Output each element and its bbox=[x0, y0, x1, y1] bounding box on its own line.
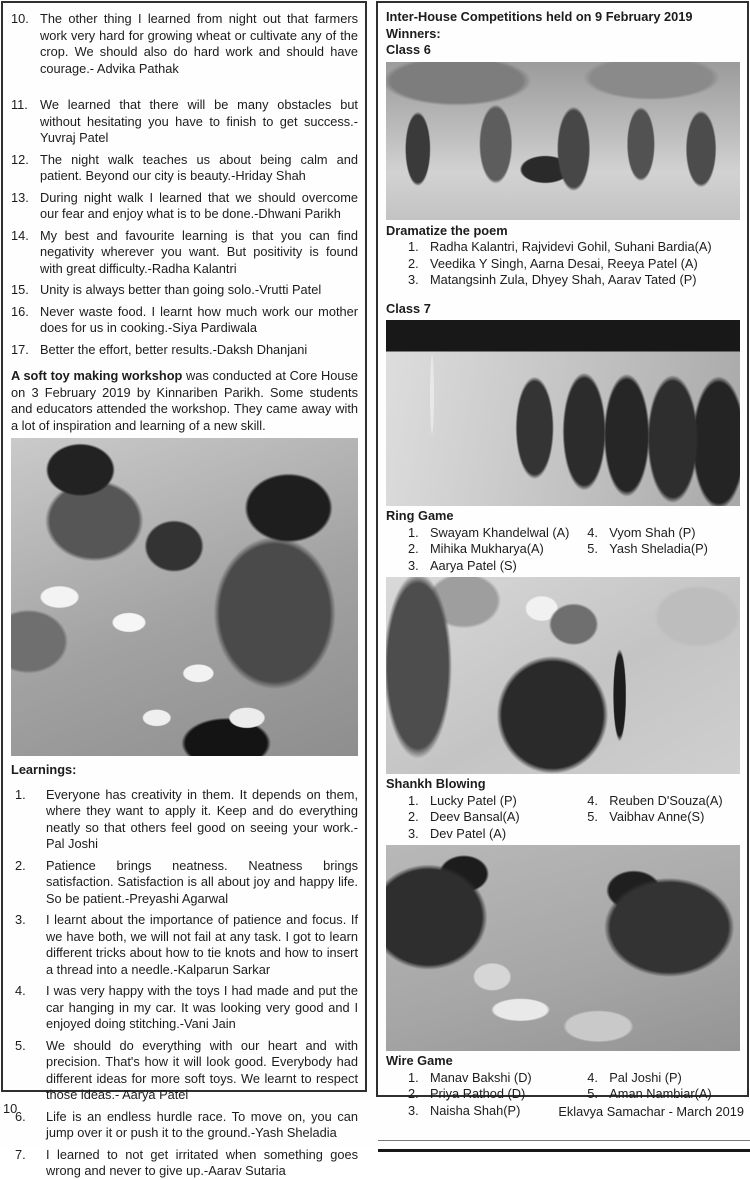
shankh-blowing-heading: Shankh Blowing bbox=[386, 776, 486, 791]
winner-number: 4. bbox=[587, 792, 598, 808]
item-number: 14. bbox=[11, 227, 29, 243]
class7-label: Class 7 bbox=[386, 300, 431, 316]
winner-number: 5. bbox=[587, 1086, 598, 1101]
item-text: Never waste food. I learnt how much work our mother does for us in cooking.-Siya Pardiwala bbox=[40, 303, 358, 335]
item-text: The other thing I learned from night out that farmers work very hard for growing wheat or cultivate any of the crop. We should also do hard work and should have courage.- Advika Pathak bbox=[40, 11, 358, 76]
item-number: 4. bbox=[15, 983, 26, 998]
wire-game-photo bbox=[386, 845, 740, 1051]
workshop-paragraph bbox=[11, 368, 358, 434]
item-number: 6. bbox=[15, 1108, 26, 1124]
winner-name: Swayam Khandelwal (A) bbox=[430, 524, 570, 540]
learning-item bbox=[11, 1147, 358, 1180]
winner-name: Reuben D'Souza(A) bbox=[609, 792, 723, 808]
soft-toy-workshop-photo bbox=[11, 438, 358, 756]
winner-name: Manav Bakshi (D) bbox=[430, 1069, 532, 1085]
item-text: I was very happy with the toys I had made and put the car hanging in my car. It was looking very good and I enjoyed doing stitching.-Vani Jain bbox=[46, 983, 358, 1031]
learning-item bbox=[11, 1038, 358, 1104]
winner-name: Vaibhav Anne(S) bbox=[609, 809, 705, 824]
winner-name: Lucky Patel (P) bbox=[430, 792, 517, 808]
item-text: During night walk I learned that we should overcome our fear and enjoy what is to be done.-Dhwani Parikh bbox=[40, 189, 358, 221]
winner-row bbox=[408, 541, 587, 558]
night-learning-item bbox=[11, 342, 358, 359]
learning-item bbox=[11, 1109, 358, 1142]
winner-row bbox=[587, 1086, 740, 1103]
item-text: We should do everything with our heart and with precision. That's how it will look good. Everybody had different ideas for more soft toys. We learnt to respect those ideas.- Aarya Patel bbox=[46, 1037, 358, 1102]
winner-number: 5. bbox=[587, 541, 598, 556]
item-number: 11. bbox=[11, 97, 28, 112]
item-number: 17. bbox=[11, 341, 29, 357]
item-text: I learned to not get irritated when something goes wrong and never to give up.-Aarav Sutaria bbox=[46, 1146, 358, 1178]
left-column-box bbox=[1, 1, 367, 1178]
winner-name: Mihika Mukharya(A) bbox=[430, 541, 544, 556]
item-text: Unity is always better than going solo.-Vrutti Patel bbox=[40, 282, 322, 297]
item-number: 16. bbox=[11, 303, 29, 319]
item-text: My best and favourite learning is that you can find negativity wherever you want. But positivity is found with great difficulty.-Radha Kalantri bbox=[40, 227, 358, 276]
item-text: Life is an endless hurdle race. To move on, you can jump over it or push it to the ground.-Yash Sheladia bbox=[46, 1108, 358, 1140]
winner-row bbox=[386, 256, 740, 273]
page-number: 10 bbox=[3, 1101, 18, 1116]
winner-name: Matangsinh Zula, Dhyey Shah, Aarav Tated (P) bbox=[430, 272, 697, 287]
winner-row bbox=[386, 239, 740, 256]
winners-label: Winners: bbox=[386, 25, 441, 41]
winner-row bbox=[587, 1070, 740, 1087]
item-text: I learnt about the importance of patience and focus. If we have both, we will not fail at any task. I got to learn different tricks about how to tie knots and how to insert a thread into a needle.-Kalparun Sarkar bbox=[46, 912, 358, 977]
winner-name: Naisha Shah(P) bbox=[430, 1102, 521, 1118]
workshop-lead-bold: A soft toy making workshop bbox=[11, 368, 183, 383]
learning-item bbox=[11, 912, 358, 978]
winner-name: Deev Bansal(A) bbox=[430, 809, 520, 824]
item-number: 7. bbox=[15, 1146, 26, 1162]
item-text: Everyone has creativity in them. It depends on them, where they want to apply it. Keep and do everything neatly so that others feel good on seeing your work.- Pal Joshi bbox=[46, 786, 358, 851]
item-text: Patience brings neatness. Neatness brings satisfaction. Satisfaction is all about joy and happy life. So be patient.-Preyashi Agarwal bbox=[46, 857, 358, 906]
class7-ring-game-photo bbox=[386, 320, 740, 506]
winner-row bbox=[408, 793, 587, 810]
winner-number: 4. bbox=[587, 1069, 598, 1085]
winner-row bbox=[587, 809, 740, 826]
wire-game-heading: Wire Game bbox=[386, 1053, 453, 1068]
winner-number: 1. bbox=[408, 792, 419, 808]
winner-number: 2. bbox=[408, 1086, 419, 1101]
winner-number: 3. bbox=[408, 272, 419, 287]
item-number: 2. bbox=[15, 857, 26, 873]
winner-number: 3. bbox=[408, 825, 419, 841]
winner-number: 2. bbox=[408, 255, 419, 271]
learnings-heading: Learnings: bbox=[11, 762, 77, 777]
winner-row bbox=[408, 525, 587, 542]
winner-number: 1. bbox=[408, 1069, 419, 1085]
winner-name: Dev Patel (A) bbox=[430, 825, 507, 841]
night-learning-item bbox=[11, 190, 358, 223]
winner-row bbox=[587, 793, 740, 810]
item-number: 13. bbox=[11, 189, 29, 205]
item-text: The night walk teaches us about being calm and patient. Beyond our city is beauty.-Hriday Shah bbox=[40, 151, 358, 183]
winner-name: Radha Kalantri, Rajvidevi Gohil, Suhani Bardia(A) bbox=[430, 239, 712, 254]
winner-number: 1. bbox=[408, 239, 419, 254]
next-section-box-partial bbox=[378, 1140, 750, 1152]
shankh-blowing-photo bbox=[386, 577, 740, 774]
item-number: 15. bbox=[11, 282, 29, 297]
winner-name: Aarya Patel (S) bbox=[430, 557, 517, 573]
dramatize-winners-list bbox=[386, 239, 740, 289]
winner-row bbox=[408, 826, 587, 843]
item-number: 12. bbox=[11, 151, 29, 167]
winner-row bbox=[408, 1086, 587, 1103]
winner-number: 2. bbox=[408, 809, 419, 824]
dramatize-heading: Dramatize the poem bbox=[386, 222, 508, 238]
winner-row bbox=[587, 525, 740, 542]
learning-item bbox=[11, 858, 358, 908]
item-number: 1. bbox=[15, 786, 26, 802]
item-text: Better the effort, better results.-Daksh Dhanjani bbox=[40, 341, 308, 357]
class6-drama-photo bbox=[386, 62, 740, 220]
winner-number: 2. bbox=[408, 541, 419, 556]
winner-number: 5. bbox=[587, 809, 598, 824]
night-learning-item bbox=[11, 152, 358, 185]
shankh-blowing-winners-list bbox=[386, 793, 740, 843]
night-learning-item bbox=[11, 228, 358, 278]
winner-row bbox=[408, 809, 587, 826]
class6-label: Class 6 bbox=[386, 42, 431, 57]
winner-number: 4. bbox=[587, 524, 598, 540]
winner-row bbox=[587, 541, 740, 558]
winner-name: Veedika Y Singh, Aarna Desai, Reeya Patel (A) bbox=[430, 255, 698, 271]
winner-name: Yash Sheladia(P) bbox=[609, 541, 708, 556]
winner-name: Aman Nambiar(A) bbox=[609, 1086, 712, 1101]
night-learning-item bbox=[11, 282, 358, 299]
workshop-body-text: was conducted at Core House on 3 February 2019 by Kinnariben Parikh. Some students and educators attended the workshop. They came away with a lot of inspiration and learning of a new skill. bbox=[11, 368, 358, 433]
ring-game-heading: Ring Game bbox=[386, 508, 454, 523]
winner-number: 3. bbox=[408, 557, 419, 573]
winner-row bbox=[386, 272, 740, 289]
night-learning-item bbox=[11, 97, 358, 147]
item-number: 10. bbox=[11, 11, 29, 26]
journal-footer: Eklavya Samachar - March 2019 bbox=[558, 1104, 744, 1119]
item-text: We learned that there will be many obstacles but without hesitating you have to finish to get success.-Yuvraj Patel bbox=[40, 97, 358, 145]
winner-row bbox=[408, 558, 587, 575]
item-number: 5. bbox=[15, 1037, 26, 1053]
winner-name: Vyom Shah (P) bbox=[609, 524, 696, 540]
winner-name: Pal Joshi (P) bbox=[609, 1069, 682, 1085]
ring-game-winners-list bbox=[386, 525, 740, 575]
winner-name: Priya Rathod (D) bbox=[430, 1086, 526, 1101]
competitions-heading: Inter-House Competitions held on 9 February 2019 bbox=[386, 9, 693, 24]
winner-number: 3. bbox=[408, 1102, 419, 1118]
winner-row bbox=[408, 1070, 587, 1087]
learning-item bbox=[11, 787, 358, 853]
night-learning-item bbox=[11, 11, 358, 77]
night-learning-item bbox=[11, 304, 358, 337]
item-number: 3. bbox=[15, 912, 26, 927]
winner-number: 1. bbox=[408, 524, 419, 540]
learning-item bbox=[11, 983, 358, 1033]
